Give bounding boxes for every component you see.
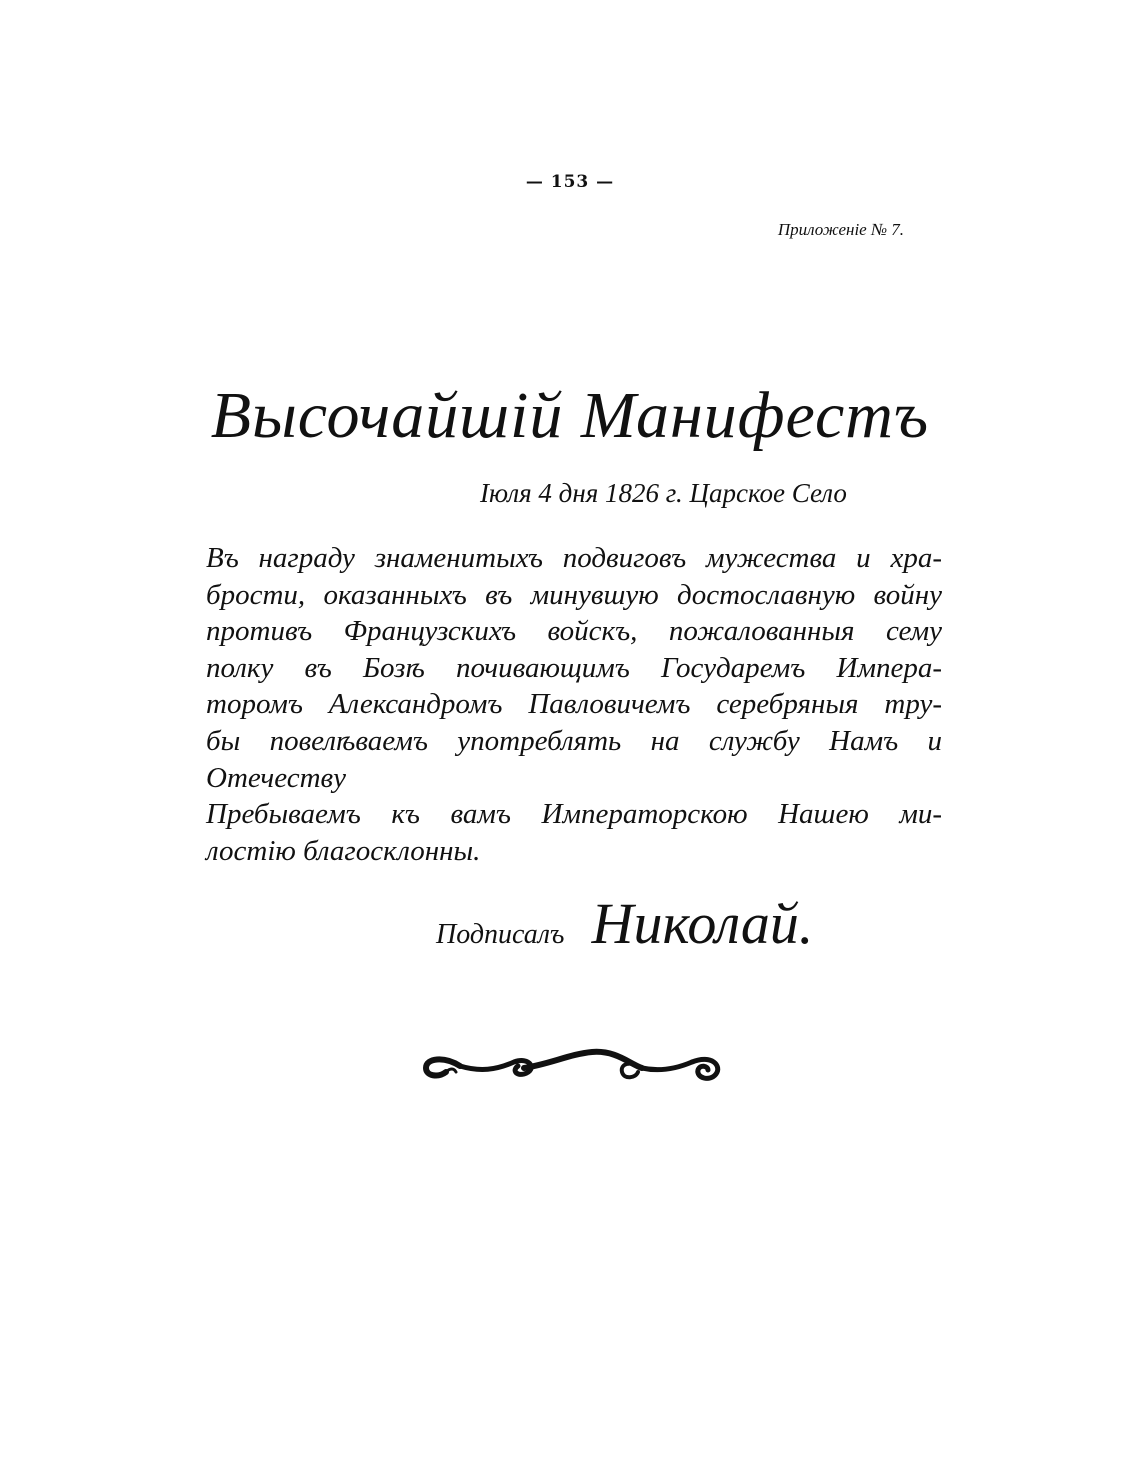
manifesto-body: [206, 540, 942, 869]
scroll-ornament-icon: [420, 1046, 726, 1086]
signed-label: Подписалъ: [436, 919, 565, 950]
signature-block: [436, 890, 813, 957]
body-line: брости, оказанныхъ въ минувшую достославную войну: [206, 578, 942, 611]
body-line: торомъ Александромъ Павловичемъ серебряныя тру-: [206, 688, 942, 721]
body-line: полку въ Бозѣ почивающимъ Государемъ Импера-: [206, 651, 942, 684]
page-number: — 153 —: [525, 172, 615, 192]
body-line: Отечеству: [206, 761, 346, 794]
body-line: лостiю благосклонны.: [206, 834, 481, 867]
body-line: Въ награду знаменитыхъ подвиговъ мужества и хра-: [206, 542, 942, 574]
body-line: бы повелѣваемъ употреблять на службу Намъ и: [206, 724, 942, 757]
signature-name: Николай.: [591, 891, 814, 956]
body-line: Пребываемъ къ вамъ Императорскою Нашею ми-: [206, 798, 942, 831]
appendix-label: Приложенiе № 7.: [777, 220, 904, 239]
body-line: противъ Французскихъ войскъ, пожалованныя сему: [206, 615, 942, 648]
dateline: Iюля 4 дня 1826 г. Царское Село: [480, 478, 847, 508]
manifesto-title: Высочайшiй Манифестъ: [210, 379, 930, 452]
